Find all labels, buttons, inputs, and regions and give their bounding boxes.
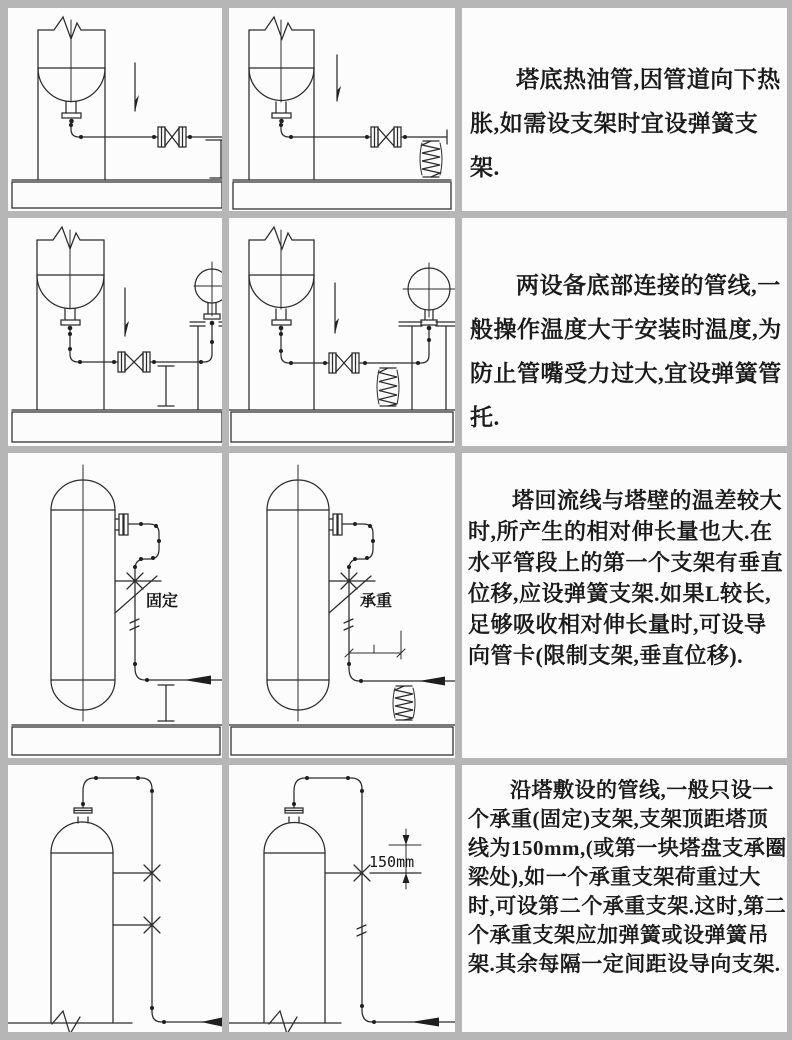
diagram-r2-spring [229, 218, 455, 446]
tower-vessel [51, 822, 113, 1023]
note-row2 [462, 218, 787, 446]
note-row1 [462, 8, 787, 211]
note-row3-text: 塔回流线与塔壁的温差较大时,所产生的相对伸长量也大.在水平管段上的第一个支架有垂直位移,应设弹簧支架.如果L较长,足够吸收相对伸长量时,可设导向管卡(限制支架,垂直位移). [468, 488, 784, 668]
diagram-r4-150mm [229, 765, 455, 1032]
column-vessel [267, 465, 329, 721]
movement-arrow-icon [135, 63, 139, 112]
flow-arrow-icon [419, 677, 445, 686]
cell-r1-diagram-rigid [8, 8, 222, 211]
spring-support-icon [377, 368, 399, 406]
support-label: 承重 [360, 593, 393, 610]
diagram-r1-spring [229, 8, 455, 211]
ground [229, 725, 455, 755]
side-nozzle-flange-icon [115, 514, 128, 535]
bottom-nozzle-flange-icon [272, 102, 291, 123]
spring-support-icon [393, 686, 415, 720]
pipe-run [69, 121, 222, 139]
dimension-label: 150mm [369, 853, 415, 871]
support-label: 固定 [146, 593, 179, 610]
diagram-r2-rigid [8, 218, 222, 446]
diagram-r1-rigid [8, 8, 222, 211]
tower-skirt-vessel [249, 17, 314, 180]
gate-valve-icon [329, 353, 359, 373]
tower-skirt-vessel [37, 227, 104, 410]
movement-arrow-icon [337, 55, 341, 102]
bottom-nozzle-flange-icon [61, 309, 80, 330]
diagram-r3-spring [229, 453, 455, 758]
cell-r1-diagram-spring [229, 8, 455, 211]
drum-vessel [399, 263, 455, 410]
ground [12, 180, 222, 208]
gate-valve-icon [371, 127, 401, 147]
cell-r3-diagram-spring [229, 453, 455, 758]
note-row4-text: 沿塔敷设的管线,一般只设一个承重(固定)支架,支架顶距塔顶线为150mm,(或第一块塔盘支承圈梁处),如一个承重支架荷重过大时,可设第二个承重支架.这时,第二个承重支架应加弹簧或设弹簧吊架.其余每隔一定间距设导向支架. [468, 778, 787, 976]
cell-r2-diagram-spring [229, 218, 455, 446]
ground [229, 410, 455, 442]
top-nozzle-flange-icon [285, 808, 303, 823]
tower-skirt-vessel [249, 227, 314, 410]
ground [233, 180, 451, 209]
rigid-support-icon [206, 140, 222, 178]
break-symbol [269, 1011, 297, 1032]
pipe-run-bottom [133, 662, 222, 685]
length-dimension [345, 631, 405, 659]
cell-r4-diagram-150mm [229, 765, 455, 1032]
spring-support-icon [420, 141, 442, 177]
bottom-nozzle-flange-icon [272, 309, 291, 330]
drum-vessel [190, 262, 222, 410]
note-row3 [462, 453, 787, 758]
guide-support-icon [113, 865, 160, 881]
rigid-support-icon [158, 366, 174, 406]
cell-r4-diagram-guides [8, 765, 222, 1032]
movement-arrow-icon [125, 288, 129, 337]
tower-vessel [264, 823, 325, 1023]
tower-skirt-vessel [38, 17, 105, 180]
ground [12, 725, 222, 755]
break-symbol [52, 1011, 80, 1032]
column-vessel [51, 465, 115, 721]
flow-arrow-icon [184, 676, 211, 685]
pipe-run [279, 121, 447, 144]
cell-r2-diagram-rigid [8, 218, 222, 446]
side-nozzle-flange-icon [329, 514, 342, 535]
flow-arrow-icon [411, 1018, 439, 1027]
note-row4 [462, 765, 787, 1032]
gate-valve-icon [118, 352, 150, 372]
guide-support-icon [113, 917, 160, 933]
diagram-r4-guides [8, 765, 222, 1032]
gate-valve-icon [158, 127, 186, 147]
flow-arrow-icon [201, 1018, 222, 1027]
bottom-nozzle-flange-icon [62, 102, 81, 123]
ground [12, 410, 222, 442]
rigid-support-icon [158, 685, 174, 721]
movement-arrow-icon [335, 283, 339, 334]
pipe-run-bottom [150, 1006, 222, 1027]
offset-dimension [369, 829, 421, 889]
pipe-run-bottom [360, 1004, 455, 1027]
pipe-run-bottom [347, 662, 455, 686]
note-row2-text: 两设备底部连接的管线,一般操作温度大于安装时温度,为防止管嘴受力过大,宜设弹簧管托. [470, 273, 782, 430]
diagram-r3-fixed [8, 453, 222, 758]
pipe-run [68, 325, 214, 364]
top-nozzle-flange-icon [74, 808, 92, 823]
cell-r3-diagram-fixed [8, 453, 222, 758]
ground [229, 1011, 341, 1032]
note-row1-text: 塔底热油管,因管道向下热胀,如需设支架时宜设弹簧支架. [470, 67, 781, 180]
